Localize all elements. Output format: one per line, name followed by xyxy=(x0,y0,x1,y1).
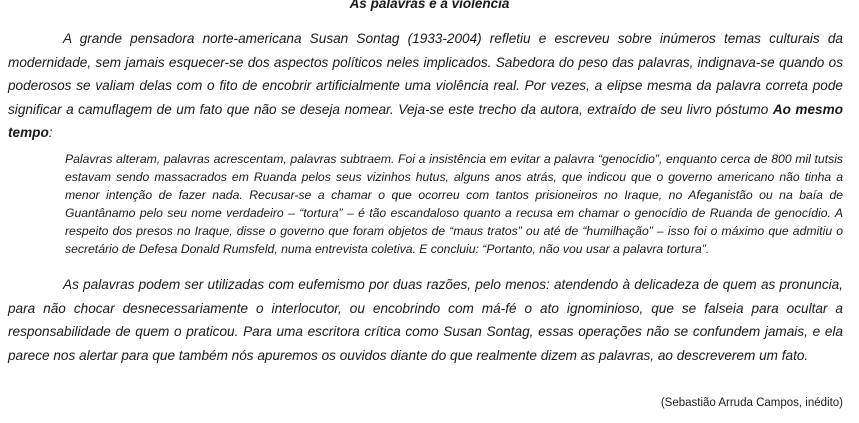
book-title: Ao mesmo tempo xyxy=(8,101,844,141)
block-quote: Palavras alteram, palavras acrescentam, palavras subtraem. Foi a insistência em evitar a palavra “genocídio”, enquanto cerca de 800 mil tutsis estavam sendo massacrados em Ruanda pelos seus vizinhos hutus, alguns anos atrás, que indicou que o governo americano não tinha a menor intenção de fazer nada. Recusar-se a chamar o que ocorreu com tantos prisioneiros no Iraque, no Afeganistão ou na baía de Guantânamo pelo seu nome verdadeiro – “tortura” – é tão escandaloso quanto a recusa em chamar o genocídio de Ruanda de genocídio. A respeito dos presos no Iraque, disse o governo que foram objetos de “maus tratos” ou até de “humilhação” – isso foi o máximo que admitiu o secretário de Defesa Donald Rumsfeld, numa entrevista coletiva. E concluiu: “Portanto, não vou usar a palavra tortura”. xyxy=(65,152,843,256)
conclusion-paragraph: As palavras podem ser utilizadas com eufemismo por duas razões, pelo menos: atendendo à delicadeza de quem as pronuncia, para não chocar desnecessariamente o interlocutor, ou encobrindo com má-fé o ato ignominioso, que se falseia para ocultar a responsabilidade de quem o praticou. Para uma escritora crítica como Susan Sontag, essas operações não se confundem jamais, e ela parece nos alertar para que também nós apuremos os ouvidos diante do que realmente dizem as palavras, ao descreverem um fato. xyxy=(8,277,843,363)
intro-paragraph-text: A grande pensadora norte-americana Susan Sontag (1933-2004) refletiu e escreveu sobre inúmeros temas culturais da modernidade, sem jamais esquecer-se dos aspectos políticos neles implicados. Sabedora do peso das palavras, indignava-se quando os poderosos se valiam delas com o fito de encobrir artificialmente uma violência real. Por vezes, a elipse mesma da palavra correta pode significar a camuflagem de um fato que não se deseja nomear. Veja-se este trecho da autora, extraído de seu livro póstumo xyxy=(8,31,843,117)
author-credit: (Sebastião Arruda Campos, inédito) xyxy=(660,397,843,409)
document-title: As palavras e a violência xyxy=(349,0,510,11)
intro-paragraph-suffix: : xyxy=(48,125,53,141)
intro-paragraph xyxy=(8,27,843,145)
